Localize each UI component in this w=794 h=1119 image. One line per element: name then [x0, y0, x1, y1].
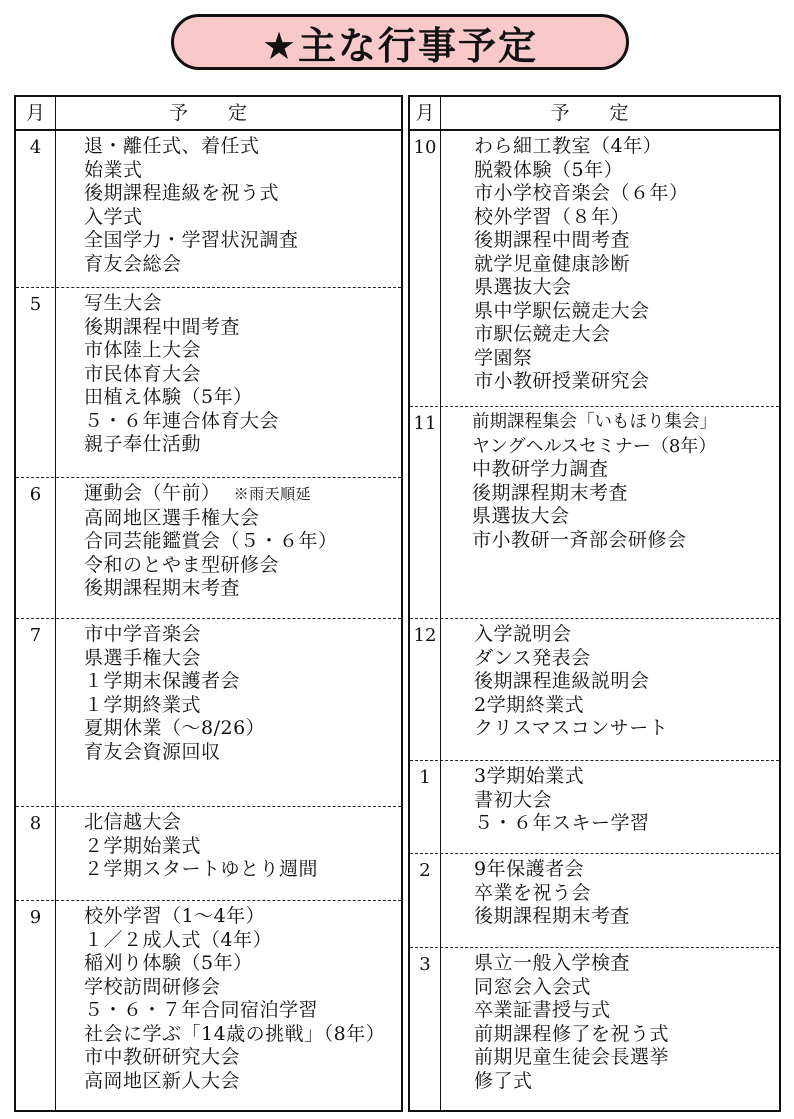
event-item: 県選手権大会 — [84, 646, 202, 669]
month-label: 4 — [29, 137, 42, 158]
event-item: ダンス発表会 — [474, 646, 591, 669]
event-item: 学園祭 — [474, 346, 533, 369]
title-banner — [171, 14, 629, 70]
column-divider — [440, 97, 441, 1110]
event-item: 同窓会入会式 — [474, 975, 592, 998]
event-item: 校外学習（８年） — [474, 205, 631, 228]
event-list — [84, 811, 318, 882]
event-item: 3学期始業式 — [474, 765, 585, 787]
event-item: 後期課程期末考査 — [472, 481, 629, 504]
event-item: 市小学校音楽会（６年） — [474, 182, 689, 204]
event-item: 後期課程期末考査 — [84, 577, 241, 599]
header-month: 月 — [415, 102, 435, 124]
event-item: 卒業を祝う会 — [474, 881, 592, 904]
event-item: 中教研学力調査 — [472, 458, 609, 480]
month-section-8 — [16, 806, 401, 880]
event-item: 市体陸上大会 — [84, 339, 202, 361]
event-item: 稲刈り体験（5年） — [84, 952, 253, 974]
month-label: 2 — [419, 860, 431, 881]
month-label: 6 — [29, 484, 42, 505]
event-item: 令和のとやま型研修会 — [84, 553, 280, 576]
event-item: 後期課程進級を祝う式 — [84, 182, 280, 204]
event-item: 親子奉仕活動 — [84, 433, 202, 455]
table-header — [410, 97, 779, 131]
event-text: 運動会（午前） — [84, 482, 221, 504]
header-plan: 予定 — [550, 102, 669, 124]
event-list — [474, 858, 630, 929]
event-item: １学期終業式 — [84, 693, 202, 716]
event-item: 田植え体験（5年） — [84, 386, 253, 408]
event-item: １学期末保護者会 — [84, 670, 241, 692]
month-section-9 — [16, 900, 401, 1092]
event-item: 校外学習（1～4年） — [84, 905, 266, 927]
event-item: 2学期終業式 — [474, 693, 585, 716]
event-item: 合同芸能鑑賞会（５・６年） — [84, 530, 338, 552]
event-item: 9年保護者会 — [474, 858, 585, 880]
event-list — [472, 411, 717, 552]
event-item: 市中教研研究大会 — [84, 1046, 241, 1068]
event-item: 後期課程期末考査 — [474, 905, 631, 927]
rain-note: ※雨天順延 — [233, 485, 312, 503]
month-label: 10 — [413, 137, 437, 158]
event-item: 前期課程修了を祝う式 — [474, 1022, 670, 1045]
event-item: 後期課程進級説明会 — [474, 670, 650, 692]
event-item: 市中学音楽会 — [84, 623, 202, 645]
event-item: ５・６・７年合同宿泊学習 — [84, 999, 319, 1021]
event-item: 育友会資源回収 — [84, 740, 221, 763]
month-section-7 — [16, 618, 401, 763]
event-item: 学校訪問研修会 — [84, 975, 221, 998]
event-item: 書初大会 — [474, 788, 553, 811]
event-item: 後期課程中間考査 — [474, 229, 631, 251]
month-label: 12 — [413, 625, 437, 646]
event-list — [84, 135, 299, 276]
event-list — [84, 292, 279, 457]
event-item: ２学期始業式 — [84, 834, 202, 857]
schedule-table-right — [408, 95, 781, 1112]
event-list — [474, 623, 668, 741]
event-item: 脱穀体験（5年） — [474, 158, 624, 181]
event-item: クリスマスコンサート — [474, 717, 669, 739]
event-item: 市駅伝競走大会 — [474, 323, 611, 345]
header-plan: 予定 — [168, 102, 287, 124]
month-section-5 — [16, 287, 401, 455]
column-divider — [55, 97, 56, 1110]
month-section-1 — [410, 760, 779, 834]
page-title: ★主な行事予定 — [261, 23, 539, 68]
event-item: 写生大会 — [84, 292, 163, 314]
event-item: 市民体育大会 — [84, 362, 202, 385]
event-item: 高岡地区選手権大会 — [84, 506, 260, 529]
header-month: 月 — [25, 102, 45, 124]
event-item: 卒業証書授与式 — [474, 999, 611, 1021]
event-item: 社会に学ぶ「14歳の挑戦」（8年） — [84, 1022, 386, 1045]
month-section-11 — [410, 406, 779, 551]
event-list — [474, 765, 650, 836]
event-item: 夏期休業（～8/26） — [84, 717, 266, 739]
month-label: 3 — [419, 954, 431, 975]
event-item: 始業式 — [84, 158, 143, 181]
event-item: ５・６年スキー学習 — [474, 812, 650, 834]
event-item: 県立一般入学検査 — [474, 952, 631, 974]
month-section-12 — [410, 618, 779, 739]
event-item: 修了式 — [474, 1069, 533, 1092]
month-section-6 — [16, 477, 401, 599]
table-header — [16, 97, 401, 131]
schedule-table-left — [14, 95, 403, 1112]
event-item: 県選抜大会 — [472, 505, 570, 527]
month-label: 5 — [29, 294, 42, 315]
month-label: 1 — [419, 767, 431, 788]
month-label: 7 — [29, 625, 42, 646]
event-item: 前期児童生徒会長選挙 — [474, 1046, 670, 1068]
event-item: 入学説明会 — [474, 623, 572, 645]
event-item: 県中学駅伝競走大会 — [474, 299, 650, 322]
event-list — [84, 623, 265, 764]
event-item: 後期課程中間考査 — [84, 315, 241, 338]
event-item: 県選抜大会 — [474, 276, 572, 298]
event-item: ２学期スタートゆとり週間 — [84, 858, 319, 880]
month-label: 11 — [413, 413, 437, 434]
event-item: わら細工教室（4年） — [474, 135, 663, 157]
month-label: 9 — [29, 907, 42, 928]
event-list — [474, 135, 689, 394]
event-item: 全国学力・学習状況調査 — [84, 229, 299, 251]
event-item: ５・６年連合体育大会 — [84, 409, 280, 432]
event-list — [84, 905, 385, 1093]
event-item: 前期課程集会「いもほり集会」 — [472, 412, 717, 432]
event-list — [474, 952, 669, 1093]
event-item: 入学式 — [84, 205, 143, 228]
event-list — [84, 482, 338, 601]
month-label: 8 — [29, 813, 42, 834]
event-item: 退・離任式、着任式 — [84, 135, 260, 157]
event-item: 育友会総会 — [84, 252, 182, 275]
event-item: 市小教研授業研究会 — [474, 370, 650, 392]
month-section-2 — [410, 853, 779, 927]
month-section-3 — [410, 947, 779, 1092]
event-item: 市小教研一斉部会研修会 — [472, 528, 687, 551]
event-item — [84, 482, 338, 507]
event-item: 高岡地区新人大会 — [84, 1069, 241, 1092]
event-item: 北信越大会 — [84, 811, 182, 833]
event-item: １／２成人式（4年） — [84, 928, 273, 951]
event-item: 就学児童健康診断 — [474, 252, 631, 275]
event-item: ヤングヘルスセミナー（8年） — [472, 435, 717, 457]
